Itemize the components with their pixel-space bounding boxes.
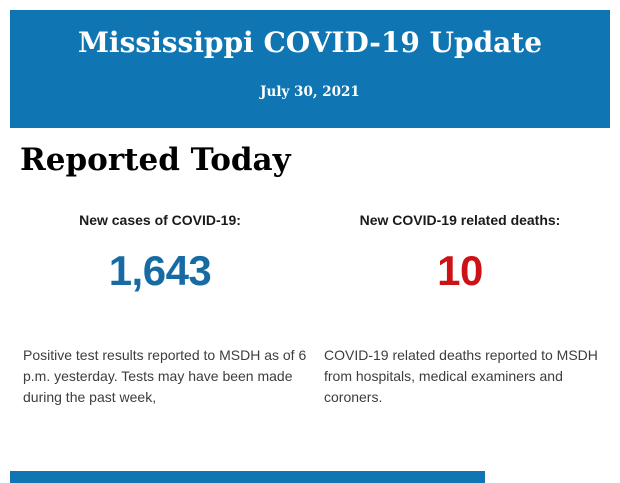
page-title: Mississippi COVID-19 Update	[77, 26, 543, 59]
section-heading: Reported Today	[20, 142, 291, 178]
new-deaths-description-col	[310, 345, 610, 408]
header-banner	[10, 10, 610, 128]
stats-row	[10, 211, 610, 292]
next-section-banner	[10, 471, 485, 483]
new-cases-description: Positive test results reported to MSDH as of 6 p.m. yesterday. Tests may have been made during the past week,	[23, 347, 307, 405]
descriptions-row	[10, 345, 610, 408]
new-cases-description-col	[10, 345, 310, 408]
new-deaths-value: 10	[437, 247, 483, 294]
stat-new-cases	[10, 211, 310, 292]
new-deaths-label: New COVID-19 related deaths:	[359, 212, 561, 228]
new-cases-value: 1,643	[108, 247, 212, 294]
stat-new-deaths	[310, 211, 610, 292]
header-date: July 30, 2021	[260, 84, 360, 101]
new-deaths-description: COVID-19 related deaths reported to MSDH from hospitals, medical examiners and coroners.	[324, 347, 598, 405]
new-cases-label: New cases of COVID-19:	[79, 212, 241, 228]
